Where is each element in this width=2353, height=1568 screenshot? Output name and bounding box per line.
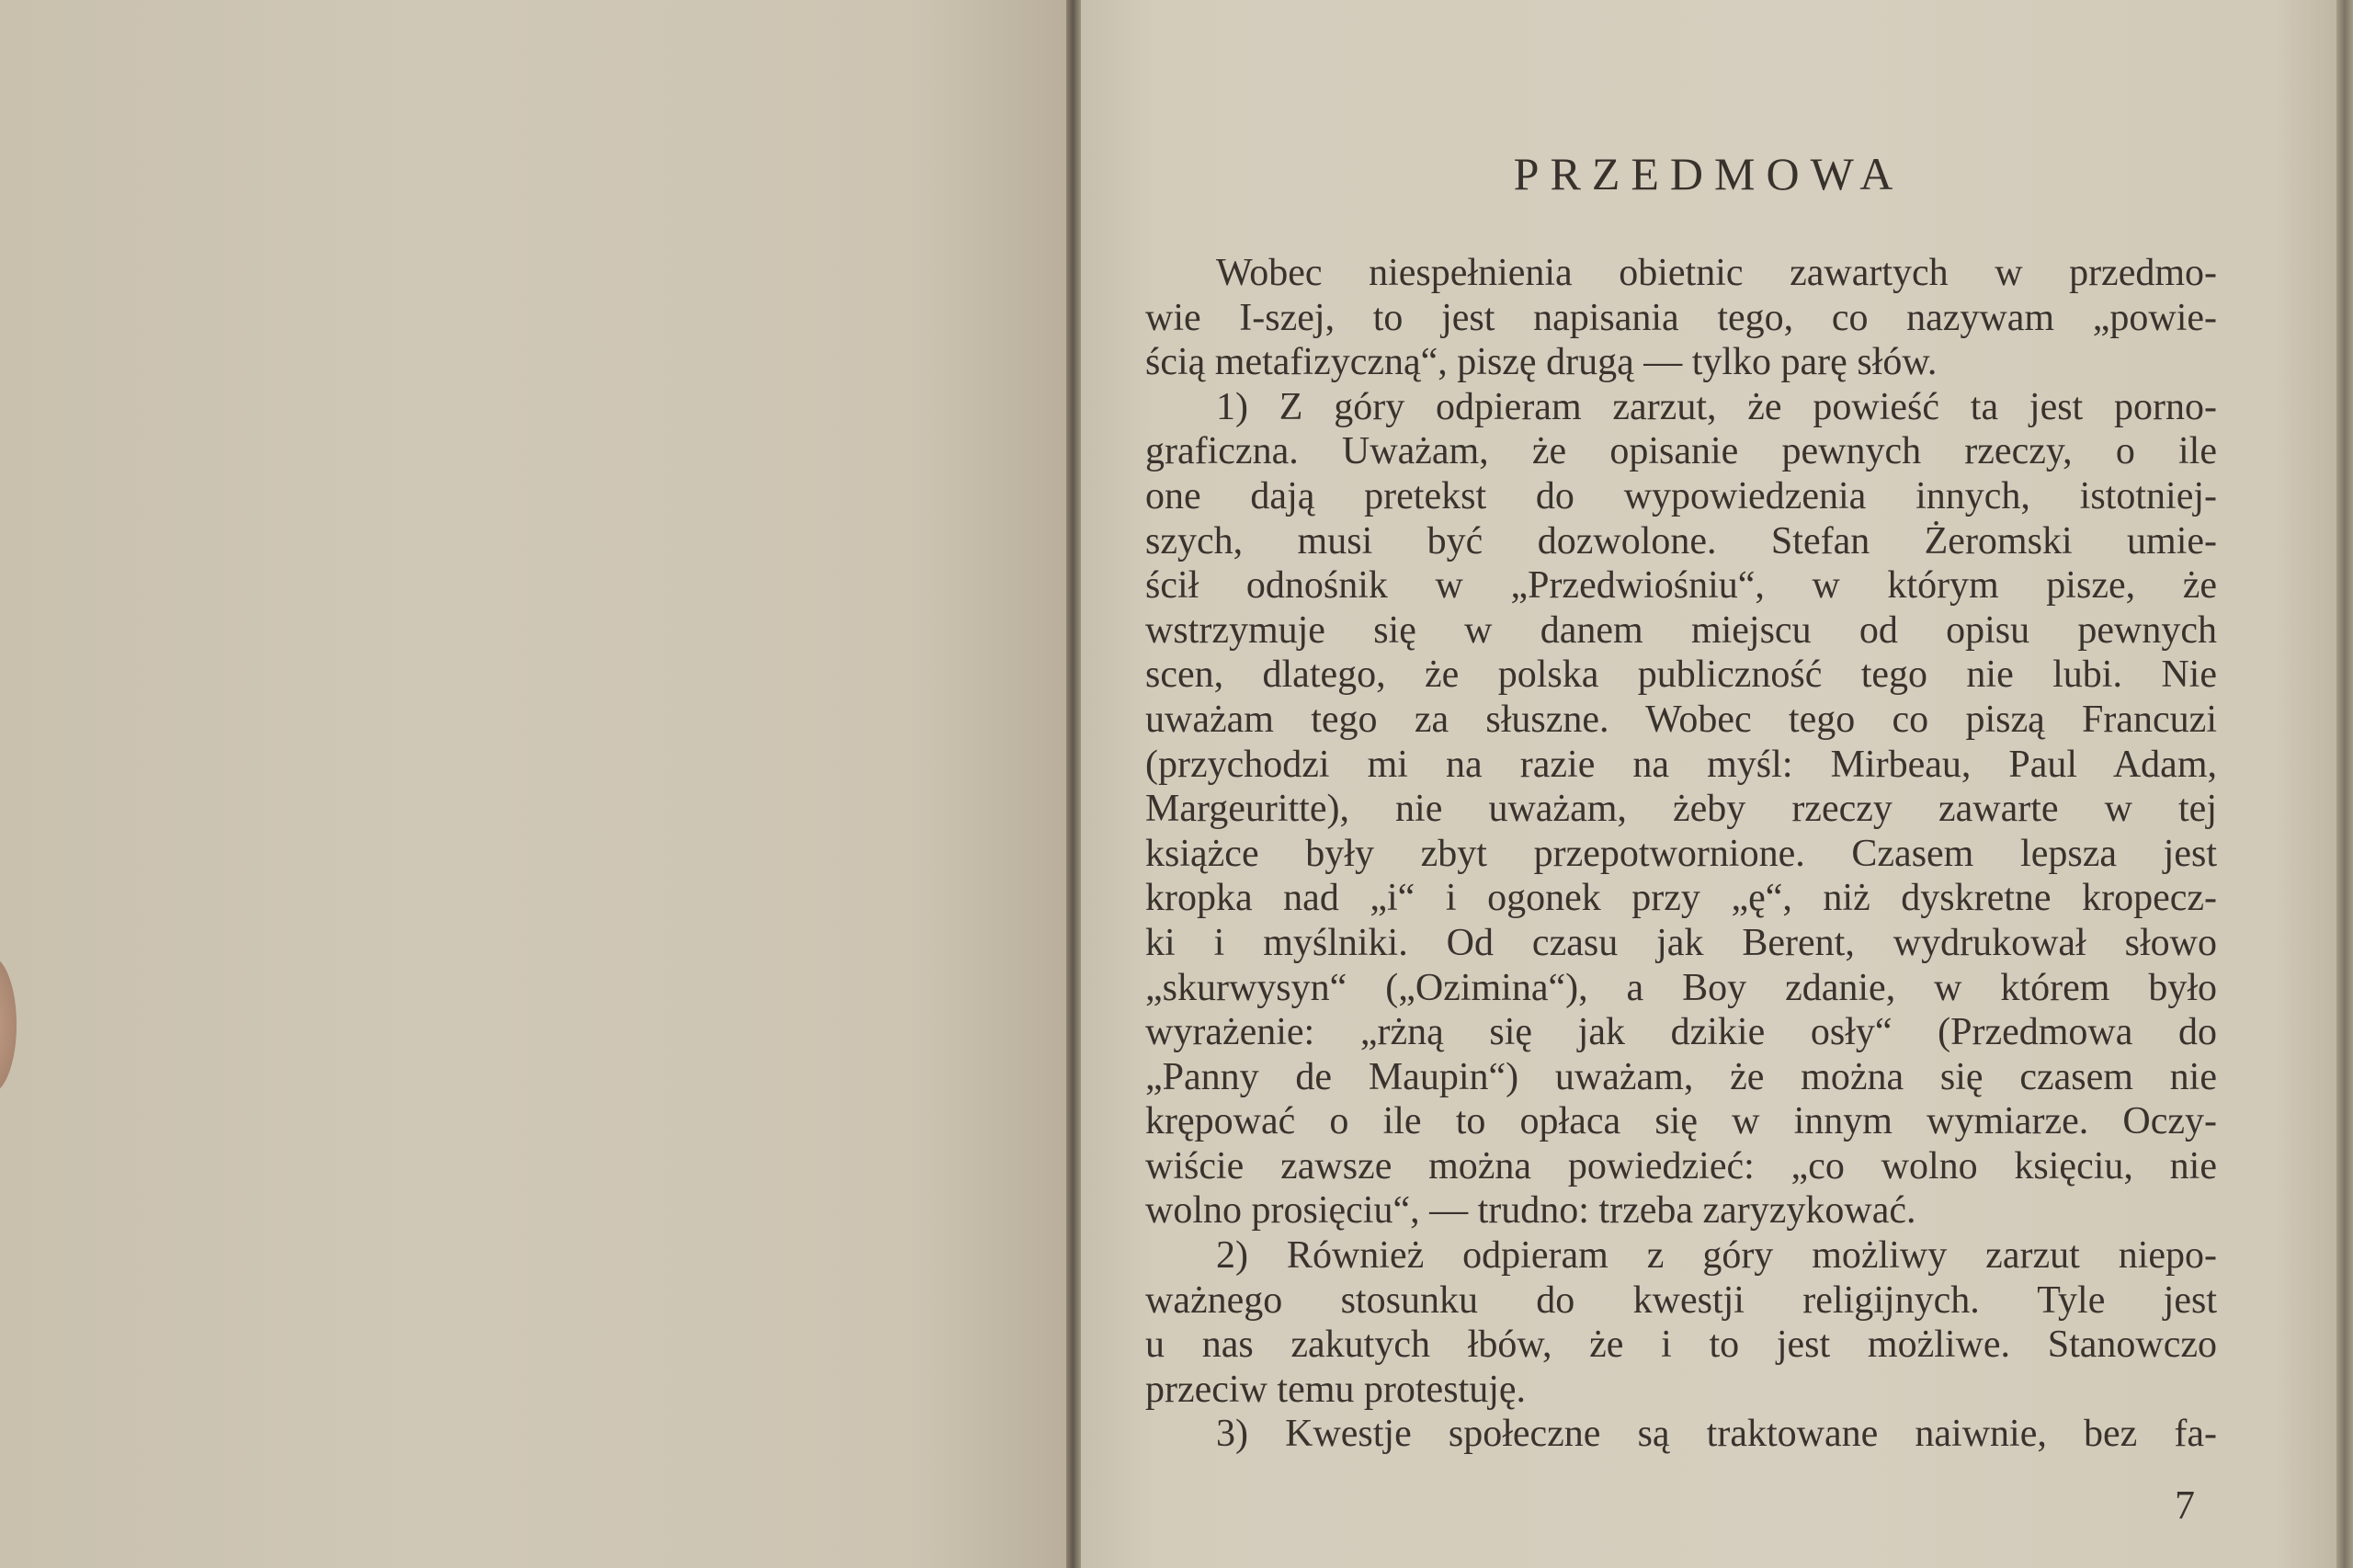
text-line: 1) Z góry odpieram zarzut, że powieść ta jest porno- xyxy=(1216,385,2217,428)
text-line: wie I-szej, to jest napisania tego, co nazywam „powie- xyxy=(1145,296,2217,339)
text-line: ścił odnośnik w „Przedwiośniu“, w którym pisze, że xyxy=(1145,564,2217,608)
text-line: Margeuritte), nie uważam, żeby rzeczy zawarte w tej xyxy=(1145,788,2217,831)
text-line: wstrzymuje się w danem miejscu od opisu pewnych xyxy=(1145,608,2217,652)
page-edges xyxy=(2336,0,2353,1568)
text-line: 2) Również odpieram z góry możliwy zarzut niepo- xyxy=(1216,1234,2217,1278)
text-line: ważnego stosunku do kwestji religijnych. Tyle jest xyxy=(1145,1278,2217,1322)
page-number: 7 xyxy=(2175,1483,2195,1528)
text-line: szych, musi być dozwolone. Stefan Żeromski umie- xyxy=(1145,519,2217,562)
text-line: (przychodzi mi na razie na myśl: Mirbeau, Paul Adam, xyxy=(1145,743,2217,786)
text-line: kropka nad „i“ i ogonek przy „ę“, niż dyskretne kropecz- xyxy=(1145,877,2217,920)
text-line: u nas zakutych łbów, że i to jest możliwe. Stanowczo xyxy=(1145,1324,2217,1367)
text-line: ki i myślniki. Od czasu jak Berent, wydrukował słowo xyxy=(1145,921,2217,964)
body-text xyxy=(1145,251,2217,1457)
chapter-title: PRZEDMOWA xyxy=(1513,148,1904,199)
text-line: uważam tego za słuszne. Wobec tego co piszą Francuzi xyxy=(1145,698,2217,741)
text-line: wolno prosięciu“, — trudno: trzeba zaryzykować. xyxy=(1145,1189,1916,1233)
text-line: ścią metafizyczną“, piszę drugą — tylko parę słów. xyxy=(1145,341,1938,384)
text-line: one dają pretekst do wypowiedzenia innych, istotniej- xyxy=(1145,474,2217,517)
book-spine-gutter xyxy=(1066,0,1081,1568)
text-line: „Panny de Maupin“) uważam, że można się czasem nie xyxy=(1145,1055,2217,1098)
text-line: przeciw temu protestuję. xyxy=(1145,1368,1527,1411)
text-line: wiście zawsze można powiedzieć: „co wolno księciu, nie xyxy=(1145,1144,2217,1187)
left-page-blank xyxy=(0,0,1071,1568)
text-line: 3) Kwestje społeczne są traktowane naiwnie, bez fa- xyxy=(1216,1413,2217,1456)
text-line: Wobec niespełnienia obietnic zawartych w przedmo- xyxy=(1216,252,2217,294)
text-line: „skurwysyn“ („Ozimina“), a Boy zdanie, w którem było xyxy=(1145,966,2217,1009)
text-line: krępować o ile to opłaca się w innym wymiarze. Oczy- xyxy=(1145,1100,2217,1143)
text-line: książce były zbyt przepotwornione. Czasem lepsza jest xyxy=(1145,832,2217,875)
text-line: wyrażenie: „rżną się jak dzikie osły“ (Przedmowa do xyxy=(1145,1011,2217,1054)
text-line: graficzna. Uważam, że opisanie pewnych rzeczy, o ile xyxy=(1145,430,2217,473)
text-line: scen, dlatego, że polska publiczność tego nie lubi. Nie xyxy=(1145,653,2217,697)
